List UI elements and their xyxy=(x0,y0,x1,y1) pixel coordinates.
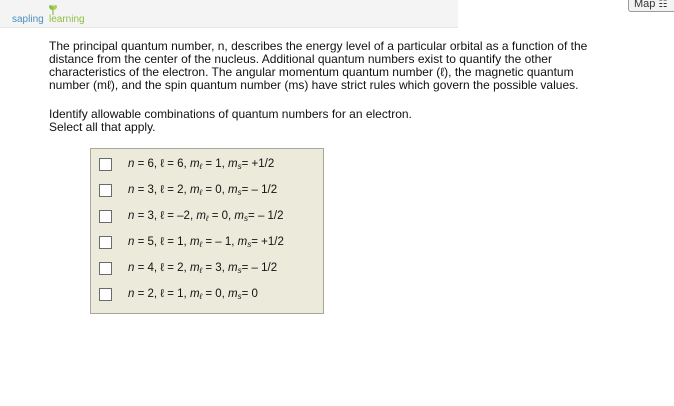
choice-label: n = 2, ℓ = 1, $m_\ell = 0$, $m_s= 0$ xyxy=(128,288,258,301)
intro-line-3: characteristics of the electron. The angular momentum quantum number (ℓ), the magnetic quantum xyxy=(49,65,574,79)
map-button[interactable] xyxy=(628,0,674,12)
intro-line-4: number (mℓ), and the spin quantum number (ms) have strict rules which govern the possible values. xyxy=(49,78,579,92)
map-button-label: Map xyxy=(634,0,656,10)
question-text xyxy=(49,108,629,134)
choice-label: n = 3, ℓ = 2, $m_\ell = 0$, $m_s= - 1/2$ xyxy=(128,184,278,197)
choice-label: n = 4, ℓ = 2, $m_\ell = 3$, $m_s= - 1/2$ xyxy=(128,262,278,275)
checkbox[interactable] xyxy=(99,158,112,171)
intro-paragraph xyxy=(49,40,629,92)
brand-learning: learning xyxy=(49,14,85,25)
choice-1[interactable] xyxy=(99,156,319,176)
choice-label: n = 5, ℓ = 1, $m_\ell$ = – 1, $m_s= +1/2$ xyxy=(128,236,284,249)
intro-line-1: The principal quantum number, n, describes the energy level of a particular orbital as a function of the xyxy=(49,39,588,53)
checkbox[interactable] xyxy=(99,236,112,249)
intro-line-2: distance from the center of the nucleus. Additional quantum numbers exist to quantify the other xyxy=(49,52,552,66)
header-bar xyxy=(0,0,458,28)
choice-label: n = 3, ℓ = –2, $m_\ell = 0$, $m_s= - 1/2$ xyxy=(128,210,284,223)
question-instruction: Select all that apply. xyxy=(49,120,156,134)
checkbox[interactable] xyxy=(99,288,112,301)
checkbox[interactable] xyxy=(99,210,112,223)
brand-sapling: sapling xyxy=(12,14,44,25)
sapling-learning-logo[interactable] xyxy=(12,4,92,24)
choice-4[interactable] xyxy=(99,234,319,254)
checkbox[interactable] xyxy=(99,184,112,197)
checkbox[interactable] xyxy=(99,262,112,275)
choice-2[interactable] xyxy=(99,182,319,202)
answer-choices-box xyxy=(90,148,324,314)
choice-5[interactable] xyxy=(99,260,319,280)
choice-6[interactable] xyxy=(99,286,319,306)
choice-label: n = 6, ℓ = 6, $m_\ell = 1$, $m_s= +1/2$ xyxy=(128,158,275,171)
choice-3[interactable] xyxy=(99,208,319,228)
map-grid-icon: ☷ xyxy=(658,0,668,10)
question-prompt: Identify allowable combinations of quantum numbers for an electron. xyxy=(49,107,412,121)
